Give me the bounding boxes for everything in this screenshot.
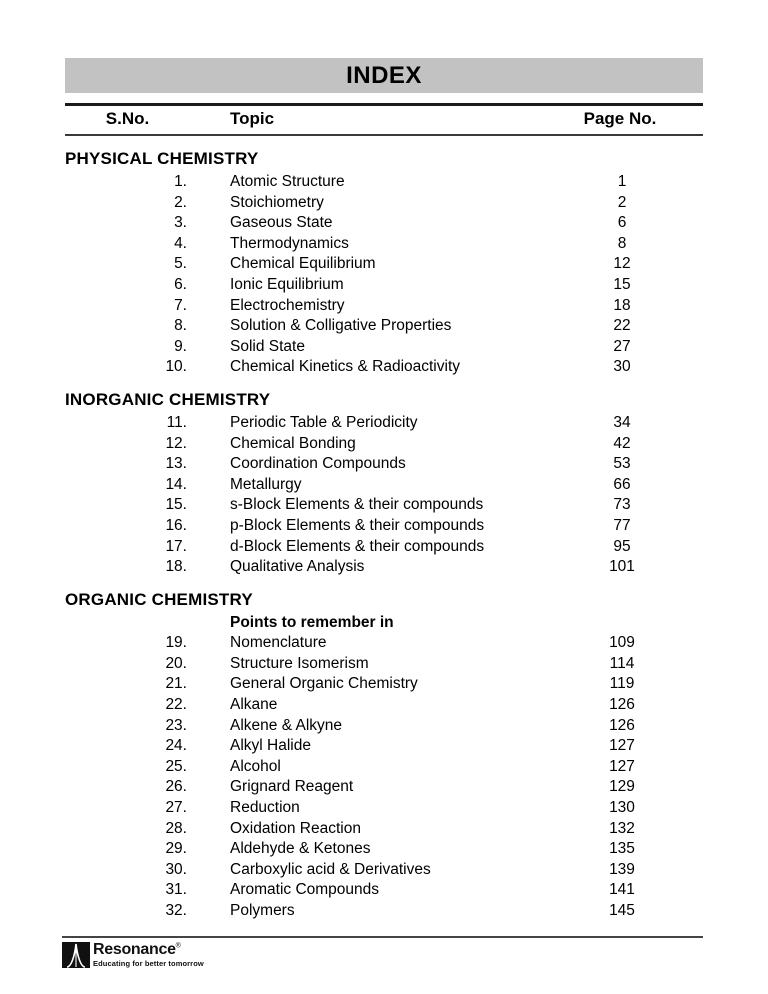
row-page-number: 132 [609,819,635,837]
row-serial-number: 10. [165,358,187,376]
index-row[interactable] [65,316,703,337]
row-serial-number: 26. [165,778,187,796]
row-topic: Aromatic Compounds [230,881,380,899]
page-footer [62,936,703,968]
row-page-number: 8 [617,234,627,252]
row-serial-number: 19. [165,634,187,652]
row-page-number: 141 [609,881,635,899]
section-heading: PHYSICAL CHEMISTRY [65,149,259,168]
index-row[interactable] [65,674,703,695]
row-topic: p-Block Elements & their compounds [230,516,485,534]
row-topic: Carboxylic acid & Derivatives [230,860,431,878]
row-topic: Periodic Table & Periodicity [230,413,418,431]
row-page-number: 114 [609,654,635,672]
section-heading: ORGANIC CHEMISTRY [65,589,253,609]
row-topic: Alcohol [230,757,281,775]
index-section [65,146,703,378]
row-serial-number: 29. [165,840,187,858]
column-header-page: Page No. [583,109,657,128]
row-serial-number: 15. [165,496,187,514]
header-rule-bottom [65,134,703,136]
row-page-number: 22 [613,317,631,335]
row-topic: Alkene & Alkyne [230,716,343,734]
row-serial-number: 32. [165,902,187,919]
index-row[interactable] [65,234,703,255]
row-page-number: 42 [613,434,631,452]
index-row[interactable] [65,757,703,778]
row-serial-number: 22. [165,696,187,714]
row-serial-number: 25. [165,757,187,775]
row-serial-number: 5. [174,255,187,273]
page-title: INDEX [346,61,422,89]
row-topic: Coordination Compounds [230,455,406,473]
row-topic: Alkyl Halide [230,737,311,755]
row-topic: Solution & Colligative Properties [230,317,452,335]
logo-brand-name: Resonance [93,941,176,958]
row-serial-number: 31. [165,881,187,899]
row-topic: Oxidation Reaction [230,819,361,837]
row-serial-number: 8. [174,317,187,335]
row-page-number: 6 [617,214,627,232]
row-serial-number: 12. [165,434,187,452]
row-page-number: 66 [613,475,631,493]
index-row[interactable] [65,819,703,840]
index-row[interactable] [65,434,703,455]
index-row[interactable] [65,495,703,516]
row-topic: Chemical Bonding [230,434,356,452]
index-row[interactable] [65,193,703,214]
index-row[interactable] [65,275,703,296]
row-serial-number: 30. [165,860,187,878]
row-topic: Chemical Kinetics & Radioactivity [230,358,461,376]
row-topic: Solid State [230,337,305,355]
index-row[interactable] [65,654,703,675]
row-page-number: 1 [617,173,627,190]
index-row[interactable] [65,413,703,434]
table-header [65,103,703,136]
row-page-number: 73 [613,496,631,514]
row-page-number: 139 [609,860,635,878]
row-page-number: 119 [609,675,635,693]
row-serial-number: 11. [166,413,187,431]
row-topic: s-Block Elements & their compounds [230,496,484,514]
row-serial-number: 7. [174,296,187,314]
index-row[interactable] [65,860,703,881]
registered-trademark-icon: ® [175,942,181,950]
row-topic: Points to remember in [230,613,394,631]
footer-rule [62,936,703,938]
row-page-number: 12 [613,255,631,273]
index-row[interactable] [65,798,703,819]
index-row[interactable] [65,475,703,496]
row-serial-number: 4. [174,234,187,252]
index-row[interactable] [65,296,703,317]
index-row[interactable] [65,357,703,378]
index-content [65,146,703,922]
row-topic: Metallurgy [230,475,302,493]
row-topic: d-Block Elements & their compounds [230,537,485,555]
index-row[interactable] [65,695,703,716]
index-row[interactable] [65,537,703,558]
index-row[interactable] [65,777,703,798]
index-note-row[interactable] [65,613,703,634]
row-topic: Atomic Structure [230,173,345,190]
column-header-sno: S.No. [105,109,150,128]
row-page-number: 126 [609,716,635,734]
index-row[interactable] [65,880,703,901]
row-serial-number: 20. [165,654,187,672]
row-topic: Structure Isomerism [230,654,369,672]
row-page-number: 30 [613,358,631,376]
row-page-number: 127 [609,737,635,755]
row-topic: Chemical Equilibrium [230,255,376,273]
row-page-number: 145 [609,902,635,919]
section-heading: INORGANIC CHEMISTRY [65,389,271,409]
index-row[interactable] [65,172,703,193]
row-topic: Gaseous State [230,214,333,232]
row-serial-number: 3. [174,214,187,232]
row-page-number: 130 [609,799,635,817]
index-row[interactable] [65,557,703,578]
index-section [65,587,703,922]
row-page-number: 109 [609,634,635,652]
row-page-number: 129 [609,778,635,796]
index-row[interactable] [65,516,703,537]
row-topic: Polymers [230,902,295,919]
row-serial-number: 13. [165,455,187,473]
index-row[interactable] [65,454,703,475]
index-row[interactable] [65,633,703,654]
row-serial-number: 17. [165,537,187,555]
row-topic: Grignard Reagent [230,778,354,796]
row-serial-number: 27. [165,799,187,817]
index-row[interactable] [65,716,703,737]
index-row[interactable] [65,254,703,275]
index-section [65,387,703,578]
row-topic: Alkane [230,696,278,714]
row-serial-number: 1. [174,173,187,190]
row-serial-number: 2. [174,193,187,211]
row-page-number: 101 [609,558,635,576]
resonance-curve-icon [62,942,90,968]
index-row[interactable] [65,337,703,358]
row-serial-number: 24. [165,737,187,755]
row-topic: Thermodynamics [230,234,349,252]
row-page-number: 135 [609,840,635,858]
index-row[interactable] [65,213,703,234]
row-page-number: 77 [613,516,631,534]
row-serial-number: 14. [165,475,187,493]
row-serial-number: 16. [165,516,187,534]
row-page-number: 127 [609,757,635,775]
row-serial-number: 6. [174,275,187,293]
row-topic: Reduction [230,799,300,817]
row-page-number: 27 [613,337,631,355]
logo-text-block [93,942,204,968]
row-serial-number: 18. [165,558,187,576]
logo-tagline: Educating for better tomorrow [93,959,204,968]
row-topic: Aldehyde & Ketones [230,840,371,858]
row-topic: Qualitative Analysis [230,558,365,576]
resonance-logo [62,942,703,968]
row-page-number: 15 [613,275,631,293]
index-title-bar [65,58,703,93]
row-topic: Stoichiometry [230,193,324,211]
row-serial-number: 21. [165,675,187,693]
row-page-number: 53 [613,455,631,473]
row-topic: Ionic Equilibrium [230,275,344,293]
row-serial-number: 9. [174,337,187,355]
index-row[interactable] [65,839,703,860]
row-topic: Electrochemistry [230,296,345,314]
row-page-number: 34 [613,413,631,431]
row-page-number: 126 [609,696,635,714]
row-serial-number: 23. [165,716,187,734]
row-page-number: 2 [617,193,627,211]
row-topic: General Organic Chemistry [230,675,418,693]
row-page-number: 18 [613,296,631,314]
column-header-topic: Topic [230,109,275,128]
row-topic: Nomenclature [230,634,327,652]
row-page-number: 95 [613,537,631,555]
index-row[interactable] [65,736,703,757]
index-row[interactable] [65,901,703,922]
row-serial-number: 28. [165,819,187,837]
